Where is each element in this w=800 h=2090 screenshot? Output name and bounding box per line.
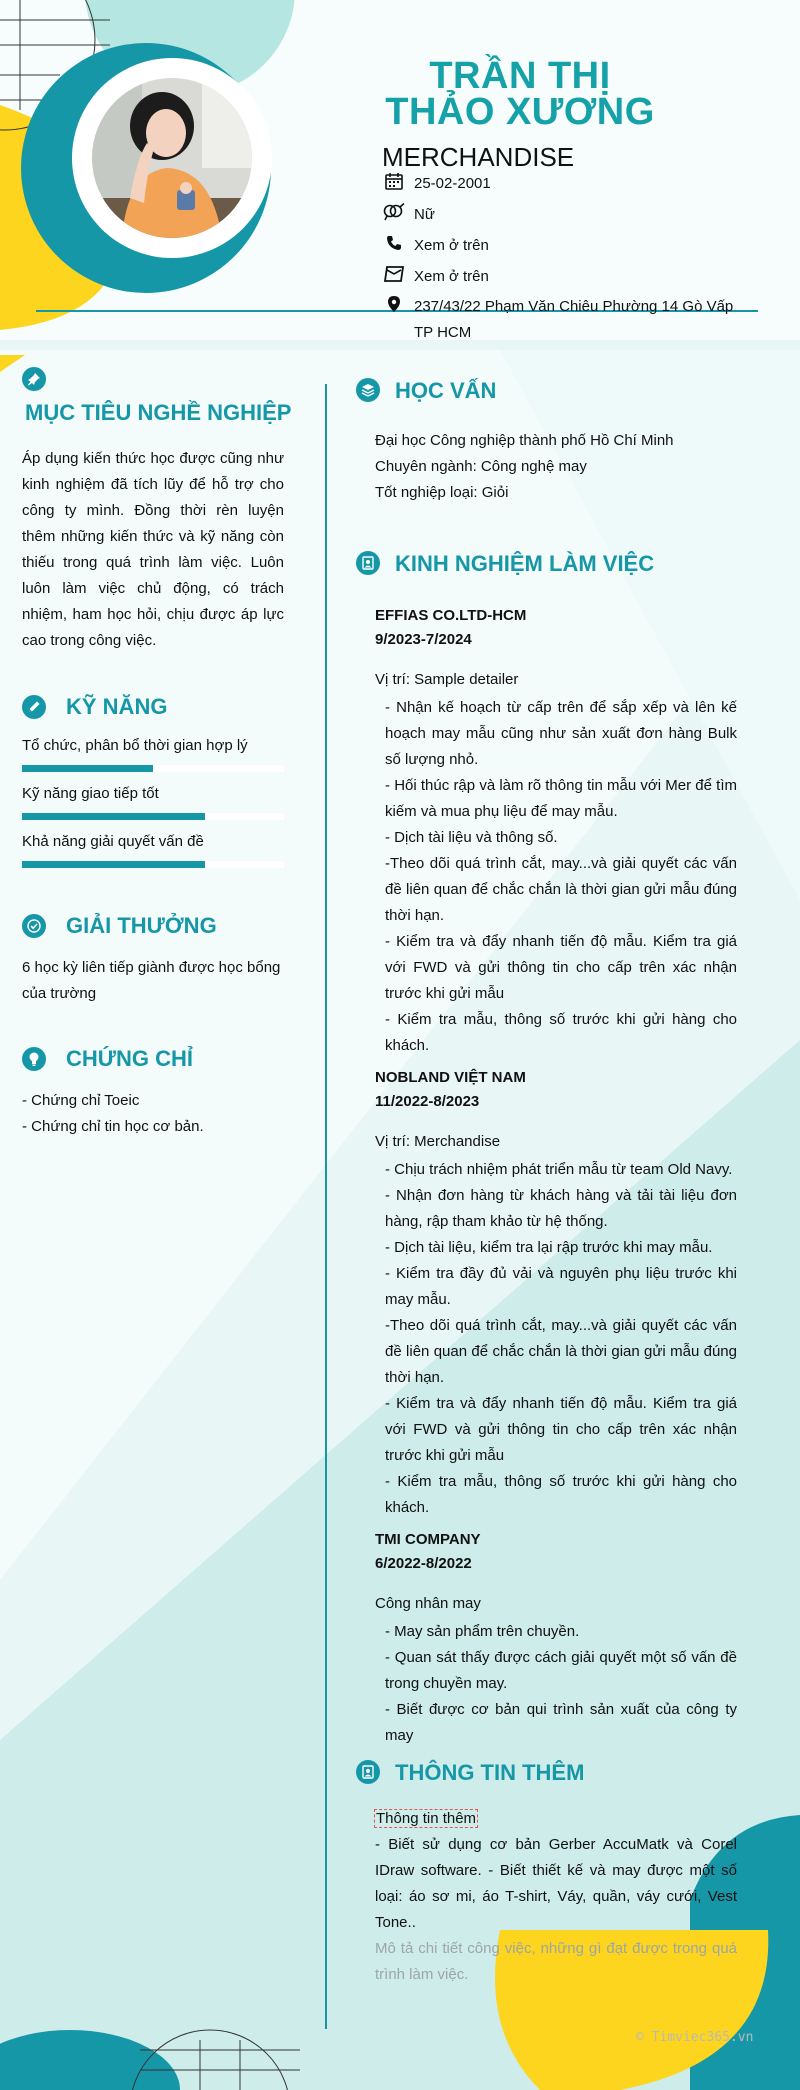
layers-icon	[356, 378, 380, 402]
pin-icon	[22, 367, 46, 391]
job-period: 11/2022-8/2023	[375, 1093, 480, 1110]
education-grade: Tốt nghiệp loại: Giỏi	[375, 484, 509, 501]
email-row	[382, 264, 744, 290]
avatar	[92, 78, 252, 238]
location-pin-icon	[382, 294, 406, 314]
job-duty: - Kiểm tra mẫu, thông số trước khi gửi hàng cho khách.	[385, 1011, 737, 1054]
watermark: © Timviec365.vn	[636, 2030, 754, 2045]
awards-text: 6 học kỳ liên tiếp giành được học bổng của trường	[22, 959, 281, 1002]
calendar-icon	[382, 171, 406, 191]
birthdate-row	[382, 171, 744, 197]
job-duty: - Dịch tài liệu và thông số.	[385, 829, 558, 846]
job-company: EFFIAS CO.LTD-HCM	[375, 607, 527, 624]
job-position: Vị trí: Sample detailer	[375, 671, 519, 688]
address-text: 237/43/22 Phạm Văn Chiêu Phường 14 Gò Vấp TP HCM	[414, 298, 734, 341]
pencil-icon	[22, 695, 46, 719]
job-duty: - Hối thúc rập và làm rõ thông tin mẫu với Mer để tìm kiếm và mua phụ liệu để may mẫu.	[385, 777, 737, 820]
gender-text: Nữ	[414, 206, 435, 223]
skill-label: Tổ chức, phân bổ thời gian hợp lý	[22, 737, 248, 754]
award-icon	[22, 914, 46, 938]
skill-bar-track	[22, 861, 284, 868]
job-period: 6/2022-8/2022	[375, 1555, 472, 1572]
job-duty: -Theo dõi quá trình cắt, may...và giải quyết các vấn đề liên quan để chắc chắn là thời gian gửi mẫu đúng thời hạn.	[385, 1317, 737, 1386]
phone-row	[382, 233, 744, 259]
skill-bar-fill	[22, 813, 205, 820]
education-title: HỌC VẤN	[395, 378, 497, 403]
candidate-name: TRẦN THỊ THẢO XƯƠNG	[385, 55, 655, 133]
objective-title: MỤC TIÊU NGHỀ NGHIỆP	[25, 400, 292, 425]
phone-icon	[382, 233, 406, 253]
additional-info-placeholder: Mô tả chi tiết công việc, những gì đạt được trong quá trình làm việc.	[375, 1940, 737, 1983]
job-company: TMI COMPANY	[375, 1531, 481, 1548]
skills-title: KỸ NĂNG	[66, 694, 168, 719]
column-divider	[325, 384, 327, 2029]
job-duty: - Kiểm tra và đẩy nhanh tiến độ mẫu. Kiểm tra giá với FWD và gửi thông tin cho cấp trên xác nhận trước khi gửi mẫu	[385, 1395, 737, 1464]
job-duty: - Quan sát thấy được cách giải quyết một số vấn đề trong chuyền may.	[385, 1649, 737, 1692]
id-card-icon	[356, 551, 380, 575]
certificates-title: CHỨNG CHỈ	[66, 1046, 194, 1071]
job-duty: - Nhận kế hoạch từ cấp trên để sắp xếp và lên kế hoạch may mẫu cũng như sản xuất đơn hàng Bulk số lượng nhỏ.	[385, 699, 737, 768]
certificate-item: - Chứng chỉ tin học cơ bản.	[22, 1118, 204, 1135]
job-duty: - Kiểm tra và đẩy nhanh tiến độ mẫu. Kiểm tra giá với FWD và gửi thông tin cho cấp trên xác nhận trước khi gửi mẫu	[385, 933, 737, 1002]
skill-bar-track	[22, 765, 284, 772]
phone-text: Xem ở trên	[414, 237, 489, 254]
email-text: Xem ở trên	[414, 268, 489, 285]
gender-row	[382, 202, 744, 228]
address-row	[382, 294, 744, 346]
education-school: Đại học Công nghiệp thành phố Hồ Chí Minh	[375, 432, 674, 449]
job-duty: - Biết được cơ bản qui trình sản xuất của công ty may	[385, 1701, 737, 1744]
awards-title: GIẢI THƯỞNG	[66, 913, 217, 938]
skill-label: Kỹ năng giao tiếp tốt	[22, 785, 159, 802]
education-major: Chuyên ngành: Công nghệ may	[375, 458, 587, 475]
job-duty: - Kiểm tra mẫu, thông số trước khi gửi hàng cho khách.	[385, 1473, 737, 1516]
job-company: NOBLAND VIỆT NAM	[375, 1069, 526, 1086]
experience-title: KINH NGHIỆM LÀM VIỆC	[395, 551, 655, 576]
job-position: Công nhân may	[375, 1595, 481, 1612]
additional-info-subtitle: Thông tin thêm	[376, 1810, 477, 1827]
birthdate-text: 25-02-2001	[414, 175, 491, 192]
skill-bar-fill	[22, 861, 205, 868]
email-icon	[382, 264, 406, 284]
id-card-icon	[356, 1760, 380, 1784]
job-duty: - Chịu trách nhiệm phát triển mẫu từ team Old Navy.	[385, 1161, 733, 1178]
gender-icon	[382, 202, 406, 222]
job-period: 9/2023-7/2024	[375, 631, 472, 648]
job-details	[375, 667, 737, 1059]
additional-info-text: - Biết sử dụng cơ bản Gerber AccuMatk và Corel IDraw software. - Biết thiết kế và may được một số loại: áo sơ mi, áo T-shirt, Váy, quần, váy cưới, Vest Tone..	[375, 1836, 737, 1931]
job-duty: - Dịch tài liệu, kiểm tra lại rập trước khi may mẫu.	[385, 1239, 713, 1256]
job-duty: - May sản phẩm trên chuyền.	[385, 1623, 580, 1640]
job-duty: - Nhận đơn hàng từ khách hàng và tải tài liệu đơn hàng, rập tham khảo từ hệ thống.	[385, 1187, 737, 1230]
skill-bar-fill	[22, 765, 153, 772]
objective-text: Áp dụng kiến thức học được cũng như kinh nghiệm đã tích lũy để hỗ trợ cho công ty mình. Đồng thời rèn luyện thêm những kiến thức và kỹ năng còn thiếu trong quá trình làm việc. Luôn luôn làm việc chủ động, có trách nhiệm, ham học hỏi, chịu được áp lực cao trong công việc.	[22, 450, 284, 649]
certificate-item: - Chứng chỉ Toeic	[22, 1092, 140, 1109]
additional-info-block	[375, 1806, 737, 1988]
job-title: MERCHANDISE	[382, 142, 575, 172]
job-position: Vị trí: Merchandise	[375, 1133, 501, 1150]
additional-info-title: THÔNG TIN THÊM	[395, 1760, 585, 1785]
job-duty: - Kiểm tra đầy đủ vải và nguyên phụ liệu trước khi may mẫu.	[385, 1265, 737, 1308]
lightbulb-icon	[22, 1047, 46, 1071]
job-details	[375, 1591, 737, 1749]
skill-label: Khả năng giải quyết vấn đề	[22, 833, 204, 850]
job-details	[375, 1129, 737, 1521]
job-duty: -Theo dõi quá trình cắt, may...và giải quyết các vấn đề liên quan để chắc chắn là thời gian gửi mẫu đúng thời hạn.	[385, 855, 737, 924]
skill-bar-track	[22, 813, 284, 820]
